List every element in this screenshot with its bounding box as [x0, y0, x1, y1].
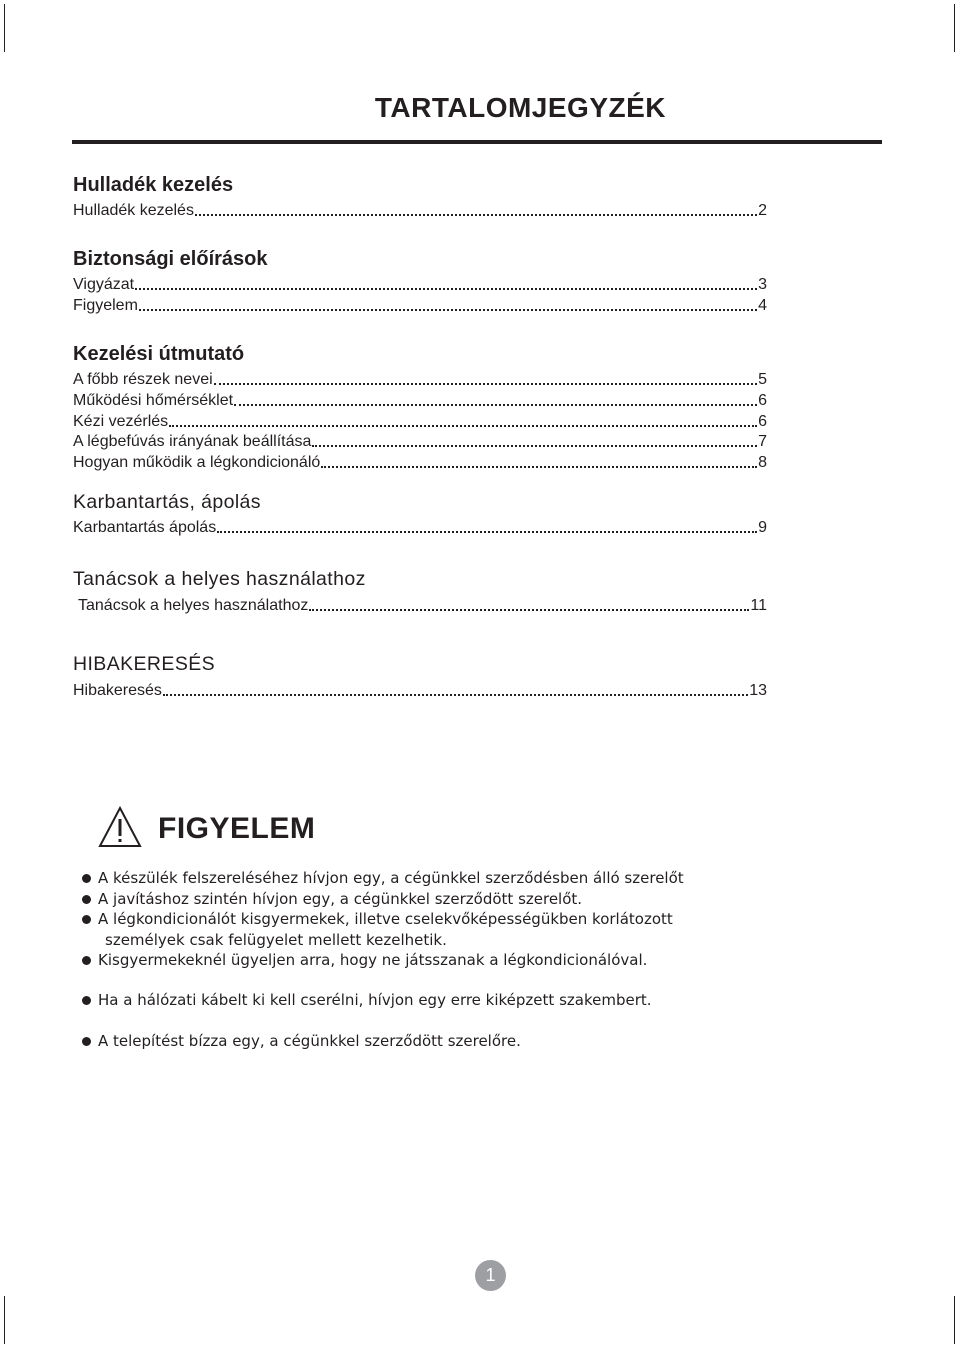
toc-entry[interactable]: [73, 454, 767, 472]
toc-entry-label: Tanácsok a helyes használathoz: [78, 597, 309, 614]
warning-bullet-text: személyek csak felügyelet mellett kezelhetik.: [105, 931, 447, 949]
toc-entry-label: Hibakeresés: [73, 682, 162, 699]
page-number: 1: [475, 1260, 506, 1291]
bullet-dot: [82, 895, 91, 904]
toc-leader: [214, 383, 757, 385]
toc-section-heading: Tanácsok a helyes használathoz: [73, 568, 366, 590]
toc-entry-page: 9: [758, 519, 767, 536]
toc-entry[interactable]: [73, 433, 767, 451]
warning-bullet-text: A javításhoz szintén hívjon egy, a cégünkkel szerződött szerelőt.: [98, 890, 583, 908]
toc-leader: [321, 466, 757, 468]
toc-entry-label: Hulladék kezelés: [73, 202, 194, 219]
toc-leader: [135, 288, 757, 290]
crop-mark: [4, 4, 5, 52]
title-divider: [72, 140, 882, 144]
bullet-dot: [82, 956, 91, 965]
toc-entry-page: 2: [758, 202, 767, 219]
bullet-dot: [82, 874, 91, 883]
toc-entry-label: A főbb részek nevei: [73, 371, 213, 388]
toc-leader: [234, 404, 757, 406]
toc-entry-label: A légbefúvás irányának beállítása: [73, 433, 312, 450]
toc-leader: [312, 445, 757, 447]
crop-mark: [4, 1296, 5, 1344]
toc-entry-page: 13: [749, 682, 767, 699]
bullet-dot: [82, 915, 91, 924]
toc-section-heading: Kezelési útmutató: [73, 343, 245, 365]
toc-entry-label: Vigyázat: [73, 276, 135, 293]
toc-entry-page: 4: [758, 297, 767, 314]
toc-entry[interactable]: [78, 597, 767, 615]
toc-entry[interactable]: [73, 519, 767, 537]
toc-section-heading: Biztonsági előírások: [73, 248, 268, 270]
warning-bullet-text: Ha a hálózati kábelt ki kell cserélni, hívjon egy erre kiképzett szakembert.: [98, 991, 652, 1009]
bullet-dot: [82, 1037, 91, 1046]
toc-section-heading: Karbantartás, ápolás: [73, 491, 261, 513]
toc-entry[interactable]: [73, 202, 767, 220]
warning-bullet-text: Kisgyermekeknél ügyeljen arra, hogy ne játsszanak a légkondicionálóval.: [98, 951, 648, 969]
toc-entry-label: Működési hőmérséklet: [73, 392, 234, 409]
toc-leader: [163, 694, 748, 696]
toc-entry-label: Hogyan működik a légkondicionáló: [73, 454, 321, 471]
toc-leader: [139, 309, 757, 311]
warning-triangle-icon: [98, 806, 142, 848]
toc-entry-label: Kézi vezérlés: [73, 413, 169, 430]
toc-entry-page: 11: [750, 597, 767, 614]
toc-entry-label: Figyelem: [73, 297, 138, 314]
bullet-dot: [82, 996, 91, 1005]
warning-bullet-text: A telepítést bízza egy, a cégünkkel szerződött szerelőre.: [98, 1032, 521, 1050]
toc-entry[interactable]: [73, 413, 767, 431]
toc-leader: [195, 214, 757, 216]
warning-bullet-text: A készülék felszereléséhez hívjon egy, a cégünkkel szerződésben álló szerelőt: [98, 869, 684, 887]
crop-mark: [954, 1296, 955, 1344]
toc-leader: [217, 531, 757, 533]
toc-entry[interactable]: [73, 276, 767, 294]
page-title: TARTALOMJEGYZÉK: [374, 92, 666, 123]
toc-entry-page: 5: [758, 371, 767, 388]
toc-entry[interactable]: [73, 371, 767, 389]
toc-leader: [309, 609, 749, 611]
toc-entry-label: Karbantartás ápolás: [73, 519, 217, 536]
toc-entry[interactable]: [73, 297, 767, 315]
toc-entry-page: 6: [758, 413, 767, 430]
toc-entry-page: 3: [758, 276, 767, 293]
toc-entry-page: 6: [758, 392, 767, 409]
toc-leader: [169, 425, 757, 427]
warning-bullet-text: A légkondicionálót kisgyermekek, illetve cselekvőképességükben korlátozott: [98, 910, 673, 928]
toc-entry[interactable]: [73, 392, 767, 410]
toc-entry[interactable]: [73, 682, 767, 700]
toc-section-heading: Hulladék kezelés: [73, 174, 234, 196]
toc-section-heading: HIBAKERESÉS: [73, 653, 216, 675]
toc-entry-page: 8: [758, 454, 767, 471]
crop-mark: [954, 4, 955, 52]
warning-title: FIGYELEM: [158, 812, 316, 845]
toc-entry-page: 7: [758, 433, 767, 450]
